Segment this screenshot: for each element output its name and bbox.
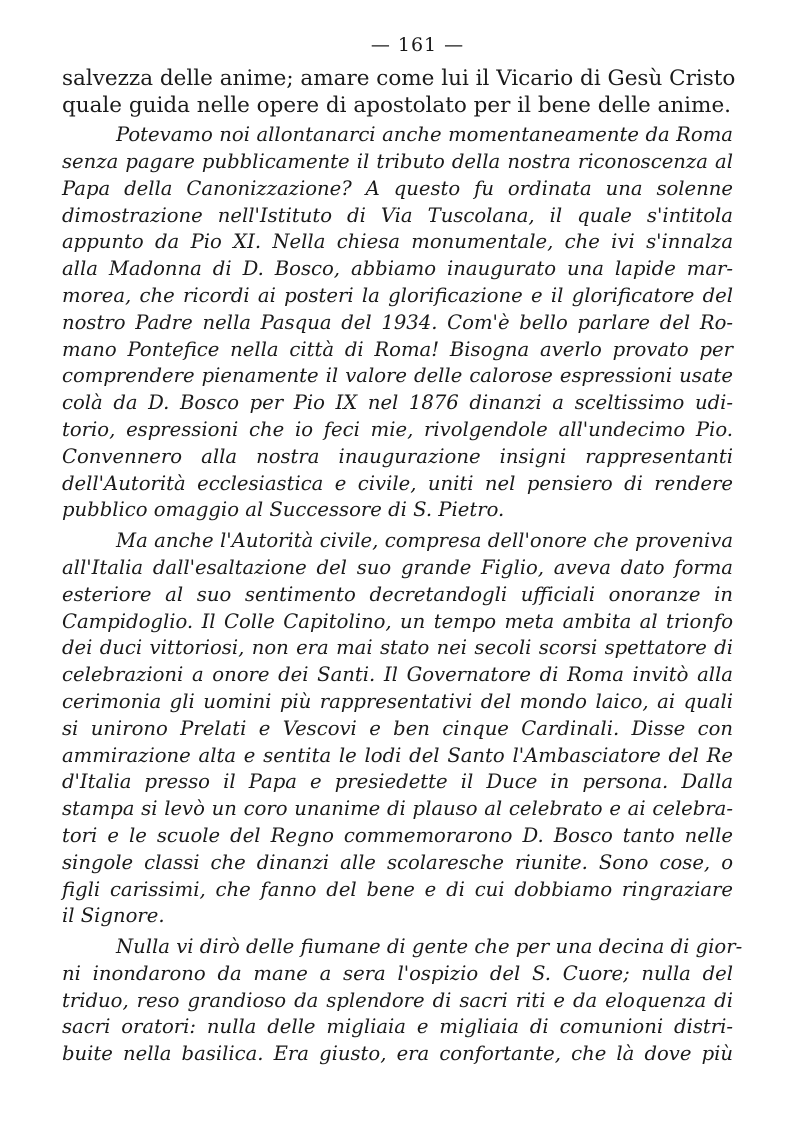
text-line: singole classi che dinanzi alle scolaresche riunite. Sono cose, o [62,850,733,874]
text-line: Potevamo noi allontanarci anche momentaneamente da Roma [116,123,733,147]
text-line: appunto da Pio XI. Nella chiesa monumentale, che ivi s'innalza [62,230,733,254]
paragraph-1 [62,66,736,119]
text-line: esteriore al suo sentimento decretandogli ufficiali onoranze in [62,582,733,606]
text-line: colà da D. Bosco per Pio IX nel 1876 dinanzi a sceltissimo udi- [62,391,733,415]
text-line: stampa si levò un coro unanime di plauso al celebrato e ai celebra- [62,797,733,821]
text-line: buite nella basilica. Era giusto, era confortante, che là dove più [62,1042,733,1066]
text-line: Ma anche l'Autorità civile, compresa dell'onore che proveniva [116,529,733,553]
text-line: dell'Autorità ecclesiastica e civile, uniti nel pensiero di rendere [62,471,733,495]
text-line: dei duci vittoriosi, non era mai stato nei secoli scorsi spettatore di [62,636,733,660]
text-line: comprendere pienamente il valore delle calorose espressioni usate [62,364,733,388]
text-line: celebrazioni a onore dei Santi. Il Governatore di Roma invitò alla [62,663,733,687]
text-line: senza pagare pubblicamente il tributo della nostra riconoscenza al [62,149,733,173]
text-line: mano Pontefice nella città di Roma! Bisogna averlo provato per [62,337,733,361]
text-line: alla Madonna di D. Bosco, abbiamo inaugurato una lapide mar- [62,257,733,281]
text-line: all'Italia dall'esaltazione del suo grande Figlio, aveva dato forma [62,555,733,579]
text-line: tori e le scuole del Regno commemorarono D. Bosco tanto nelle [62,823,733,847]
text-line: il Signore. [62,904,165,928]
text-line: sacri oratori: nulla delle migliaia e migliaia di comunioni distri- [62,1015,733,1039]
text-line: figli carissimi, che fanno del bene e di cui dobbiamo ringraziare [62,877,733,901]
text-line: quale guida nelle opere di apostolato per il bene delle anime. [62,92,731,118]
text-line: ammirazione alta e sentita le lodi del Santo l'Ambasciatore del Re [62,743,733,767]
text-line: Convennero alla nostra inaugurazione insigni rappresentanti [62,444,733,468]
text-line: si unirono Prelati e Vescovi e ben cinque Cardinali. Disse con [62,716,733,740]
text-line: pubblico omaggio al Successore di S. Pietro. [62,498,505,522]
page-number: — 161 — [370,34,465,56]
text-line: dimostrazione nell'Istituto di Via Tuscolana, il quale s'intitola [62,203,733,227]
paragraph-4 [62,934,743,1068]
text-line: salvezza delle anime; amare come lui il Vicario di Gesù Cristo [62,66,736,91]
text-line: Campidoglio. Il Colle Capitolino, un tempo meta ambita al trionfo [62,609,733,633]
text-line: d'Italia presso il Papa e presiedette il Duce in persona. Dalla [62,770,733,794]
text-line: nostro Padre nella Pasqua del 1934. Com'è bello parlare del Ro- [62,310,733,334]
text-line: torio, espressioni che io feci mie, rivolgendole all'undecimo Pio. [62,417,733,441]
text-line: ni inondarono da mane a sera l'ospizio del S. Cuore; nulla del [62,961,733,985]
text-line: morea, che ricordi ai posteri la glorificazione e il glorificatore del [62,283,733,307]
text-line: cerimonia gli uomini più rappresentativi del mondo laico, ai quali [62,689,733,713]
text-line: Nulla vi dirò delle fiumane di gente che per una decina di gior- [116,935,743,959]
text-line: Papa della Canonizzazione? A questo fu ordinata una solenne [62,176,733,200]
paragraph-3 [62,528,733,930]
paragraph-2 [62,122,733,524]
text-line: triduo, reso grandioso da splendore di sacri riti e da eloquenza di [62,988,733,1012]
